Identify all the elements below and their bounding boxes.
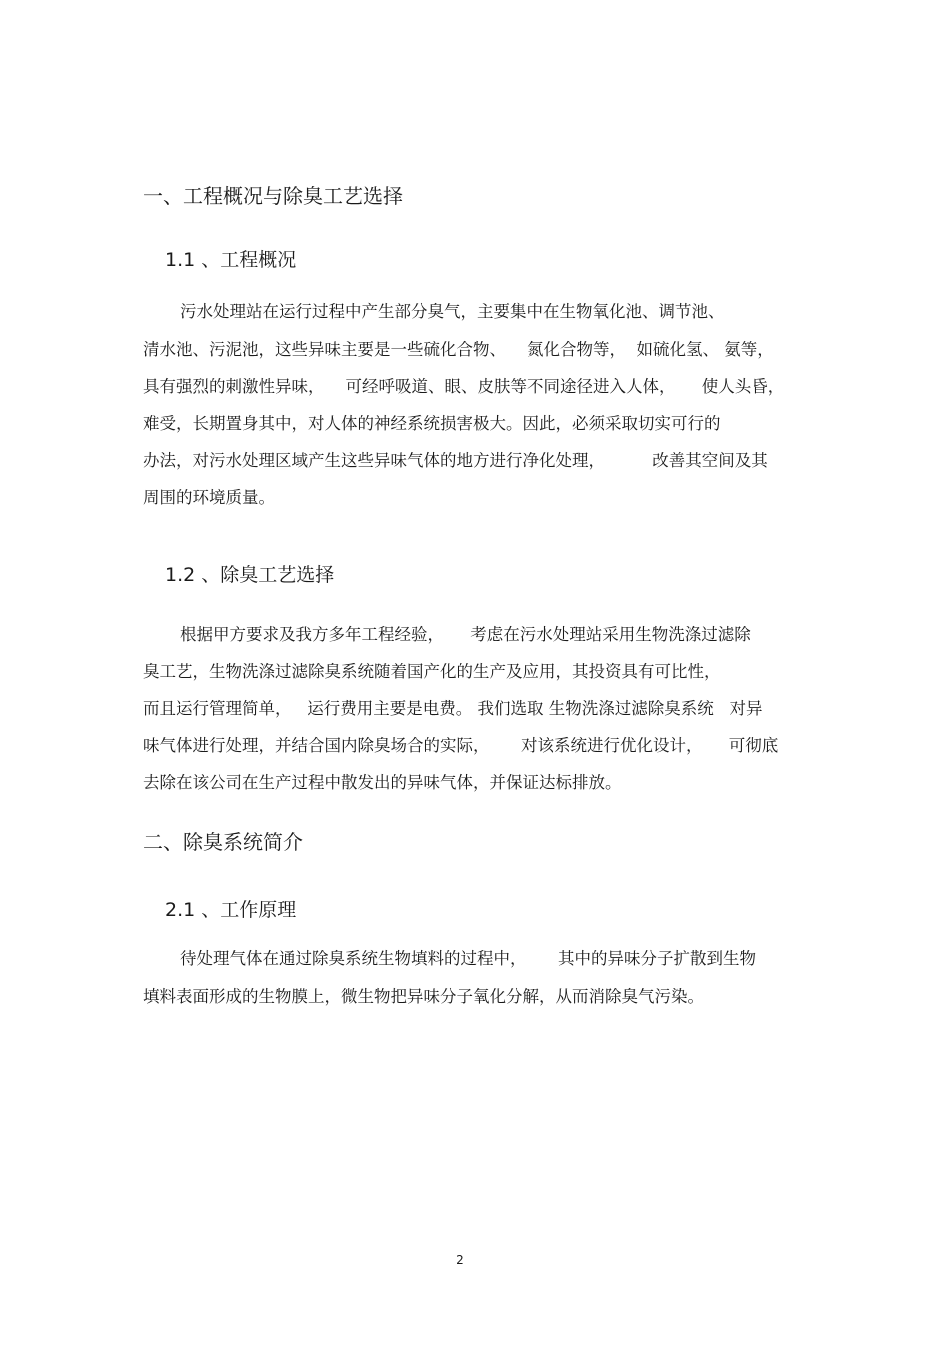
paragraph-1-1-line-6: 周围的环境质量。 [143, 488, 275, 507]
subsection-2-1-title: 2.1 、工作原理 [165, 899, 297, 921]
paragraph-1-1-line-3: 具有强烈的刺激性异味， 可经呼吸道、眼、皮肤等不同途径进入人体， 使人头昏， [143, 377, 785, 396]
section-2-title: 二、除臭系统简介 [143, 830, 303, 854]
paragraph-1-1-line-1: 污水处理站在运行过程中产生部分臭气，主要集中在生物氧化池、调节池、 [180, 302, 725, 321]
paragraph-1-2-line-2: 臭工艺，生物洗涤过滤除臭系统随着国产化的生产及应用，其投资具有可比性， [143, 662, 721, 681]
paragraph-1-2-line-5: 去除在该公司在生产过程中散发出的异味气体，并保证达标排放。 [143, 773, 622, 792]
page-number: 2 [456, 1253, 464, 1267]
paragraph-2-1-line-2: 填料表面形成的生物膜上，微生物把异味分子氧化分解，从而消除臭气污染。 [143, 987, 704, 1006]
paragraph-1-2-line-1: 根据甲方要求及我方多年工程经验， 考虑在污水处理站采用生物洗涤过滤除 [180, 625, 751, 644]
subsection-1-1-title: 1.1 、工程概况 [165, 249, 297, 271]
section-1-title: 一、工程概况与除臭工艺选择 [143, 184, 403, 208]
paragraph-1-2-line-3: 而且运行管理简单， 运行费用主要是电费。 我们选取 生物洗涤过滤除臭系统 对异 [143, 699, 763, 718]
paragraph-1-1-line-5: 办法，对污水处理区域产生这些异味气体的地方进行净化处理， 改善其空间及其 [143, 451, 768, 470]
paragraph-1-1-line-4: 难受，长期置身其中，对人体的神经系统损害极大。因此，必须采取切实可行的 [143, 414, 721, 433]
paragraph-1-2-line-4: 味气体进行处理，并结合国内除臭场合的实际， 对该系统进行优化设计， 可彻底 [143, 736, 779, 755]
subsection-1-2-title: 1.2 、除臭工艺选择 [165, 564, 335, 586]
paragraph-2-1-line-1: 待处理气体在通过除臭系统生物填料的过程中， 其中的异味分子扩散到生物 [180, 949, 756, 968]
paragraph-1-1-line-2: 清水池、污泥池，这些异味主要是一些硫化合物、 氮化合物等， 如硫化氢、 氨等， [143, 340, 774, 359]
